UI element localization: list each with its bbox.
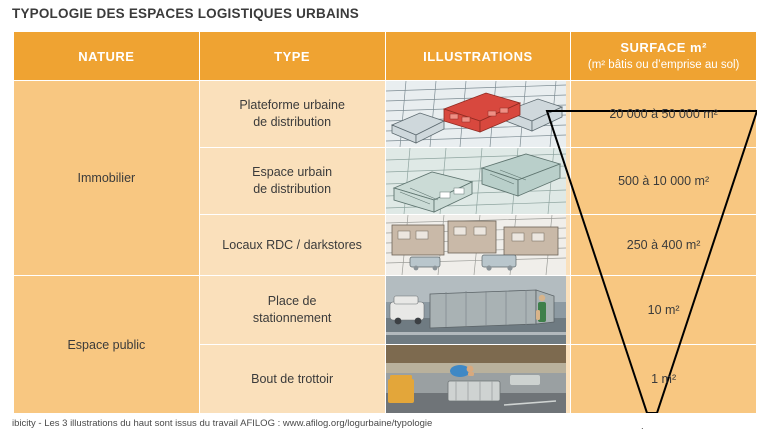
type-line-1a: Plateforme urbaine — [239, 98, 345, 113]
drawing-urban-distribution-space-icon — [386, 148, 566, 214]
nature-cell-immobilier: Immobilier — [14, 81, 200, 276]
type-line-3a: Locaux RDC / darkstores — [222, 237, 362, 252]
surface-value-3: 250 à 400 m² — [626, 238, 701, 252]
type-cell-2 — [199, 148, 385, 215]
column-header-illustrations: ILLUSTRATIONS — [385, 32, 571, 81]
type-line-4b: stationnement — [252, 311, 332, 325]
footnote: ibicity - Les 3 illustrations du haut sont issus du travail AFILOG : www.afilog.org/logurbaine/typologie — [12, 418, 433, 429]
footnote-dot: . — [641, 421, 644, 432]
table-body — [14, 81, 757, 414]
surface-cell-5 — [571, 345, 757, 414]
surface-cell-3 — [571, 215, 757, 276]
typology-table — [13, 31, 757, 414]
column-header-surface — [571, 32, 757, 81]
type-cell-4 — [199, 276, 385, 345]
illustration-cell-5 — [385, 345, 571, 414]
type-line-4a: Place de — [267, 294, 317, 309]
type-cell-5 — [199, 345, 385, 414]
page-title: TYPOLOGIE DES ESPACES LOGISTIQUES URBAINS — [12, 6, 359, 21]
column-header-surface-sublabel: (m² bâtis ou d’emprise au sol) — [587, 58, 740, 71]
table-header — [14, 32, 757, 81]
surface-value-5: 1 m² — [651, 372, 677, 386]
surface-value-1: 20 000 à 50 000 m² — [609, 107, 718, 121]
photo-sidewalk-end-delivery-icon — [386, 345, 566, 413]
column-header-type: TYPE — [199, 32, 385, 81]
illustration-cell-3 — [385, 215, 571, 276]
type-line-2a: Espace urbain — [252, 165, 333, 180]
type-line-5a: Bout de trottoir — [251, 371, 334, 386]
type-line-1b: de distribution — [253, 115, 332, 129]
table-row — [14, 81, 757, 148]
surface-cell-4 — [571, 276, 757, 345]
surface-cell-2 — [571, 148, 757, 215]
surface-value-2: 500 à 10 000 m² — [618, 174, 710, 188]
photo-parking-space-container-icon — [386, 276, 566, 344]
surface-value-4: 10 m² — [647, 303, 680, 317]
column-header-surface-label: SURFACE m² — [620, 39, 707, 55]
illustration-cell-1 — [385, 81, 571, 148]
surface-cell-1 — [571, 81, 757, 148]
illustration-cell-2 — [385, 148, 571, 215]
typology-table-container — [12, 30, 758, 414]
table-row — [14, 276, 757, 345]
type-cell-1 — [199, 81, 385, 148]
illustration-cell-4 — [385, 276, 571, 345]
nature-cell-espace-public: Espace public — [14, 276, 200, 414]
drawing-urban-distribution-platform-icon — [386, 81, 566, 147]
type-line-2b: de distribution — [253, 182, 332, 196]
type-cell-3 — [199, 215, 385, 276]
table-header-row — [14, 32, 757, 81]
drawing-ground-floor-darkstore-icon — [386, 215, 566, 275]
column-header-nature: NATURE — [14, 32, 200, 81]
